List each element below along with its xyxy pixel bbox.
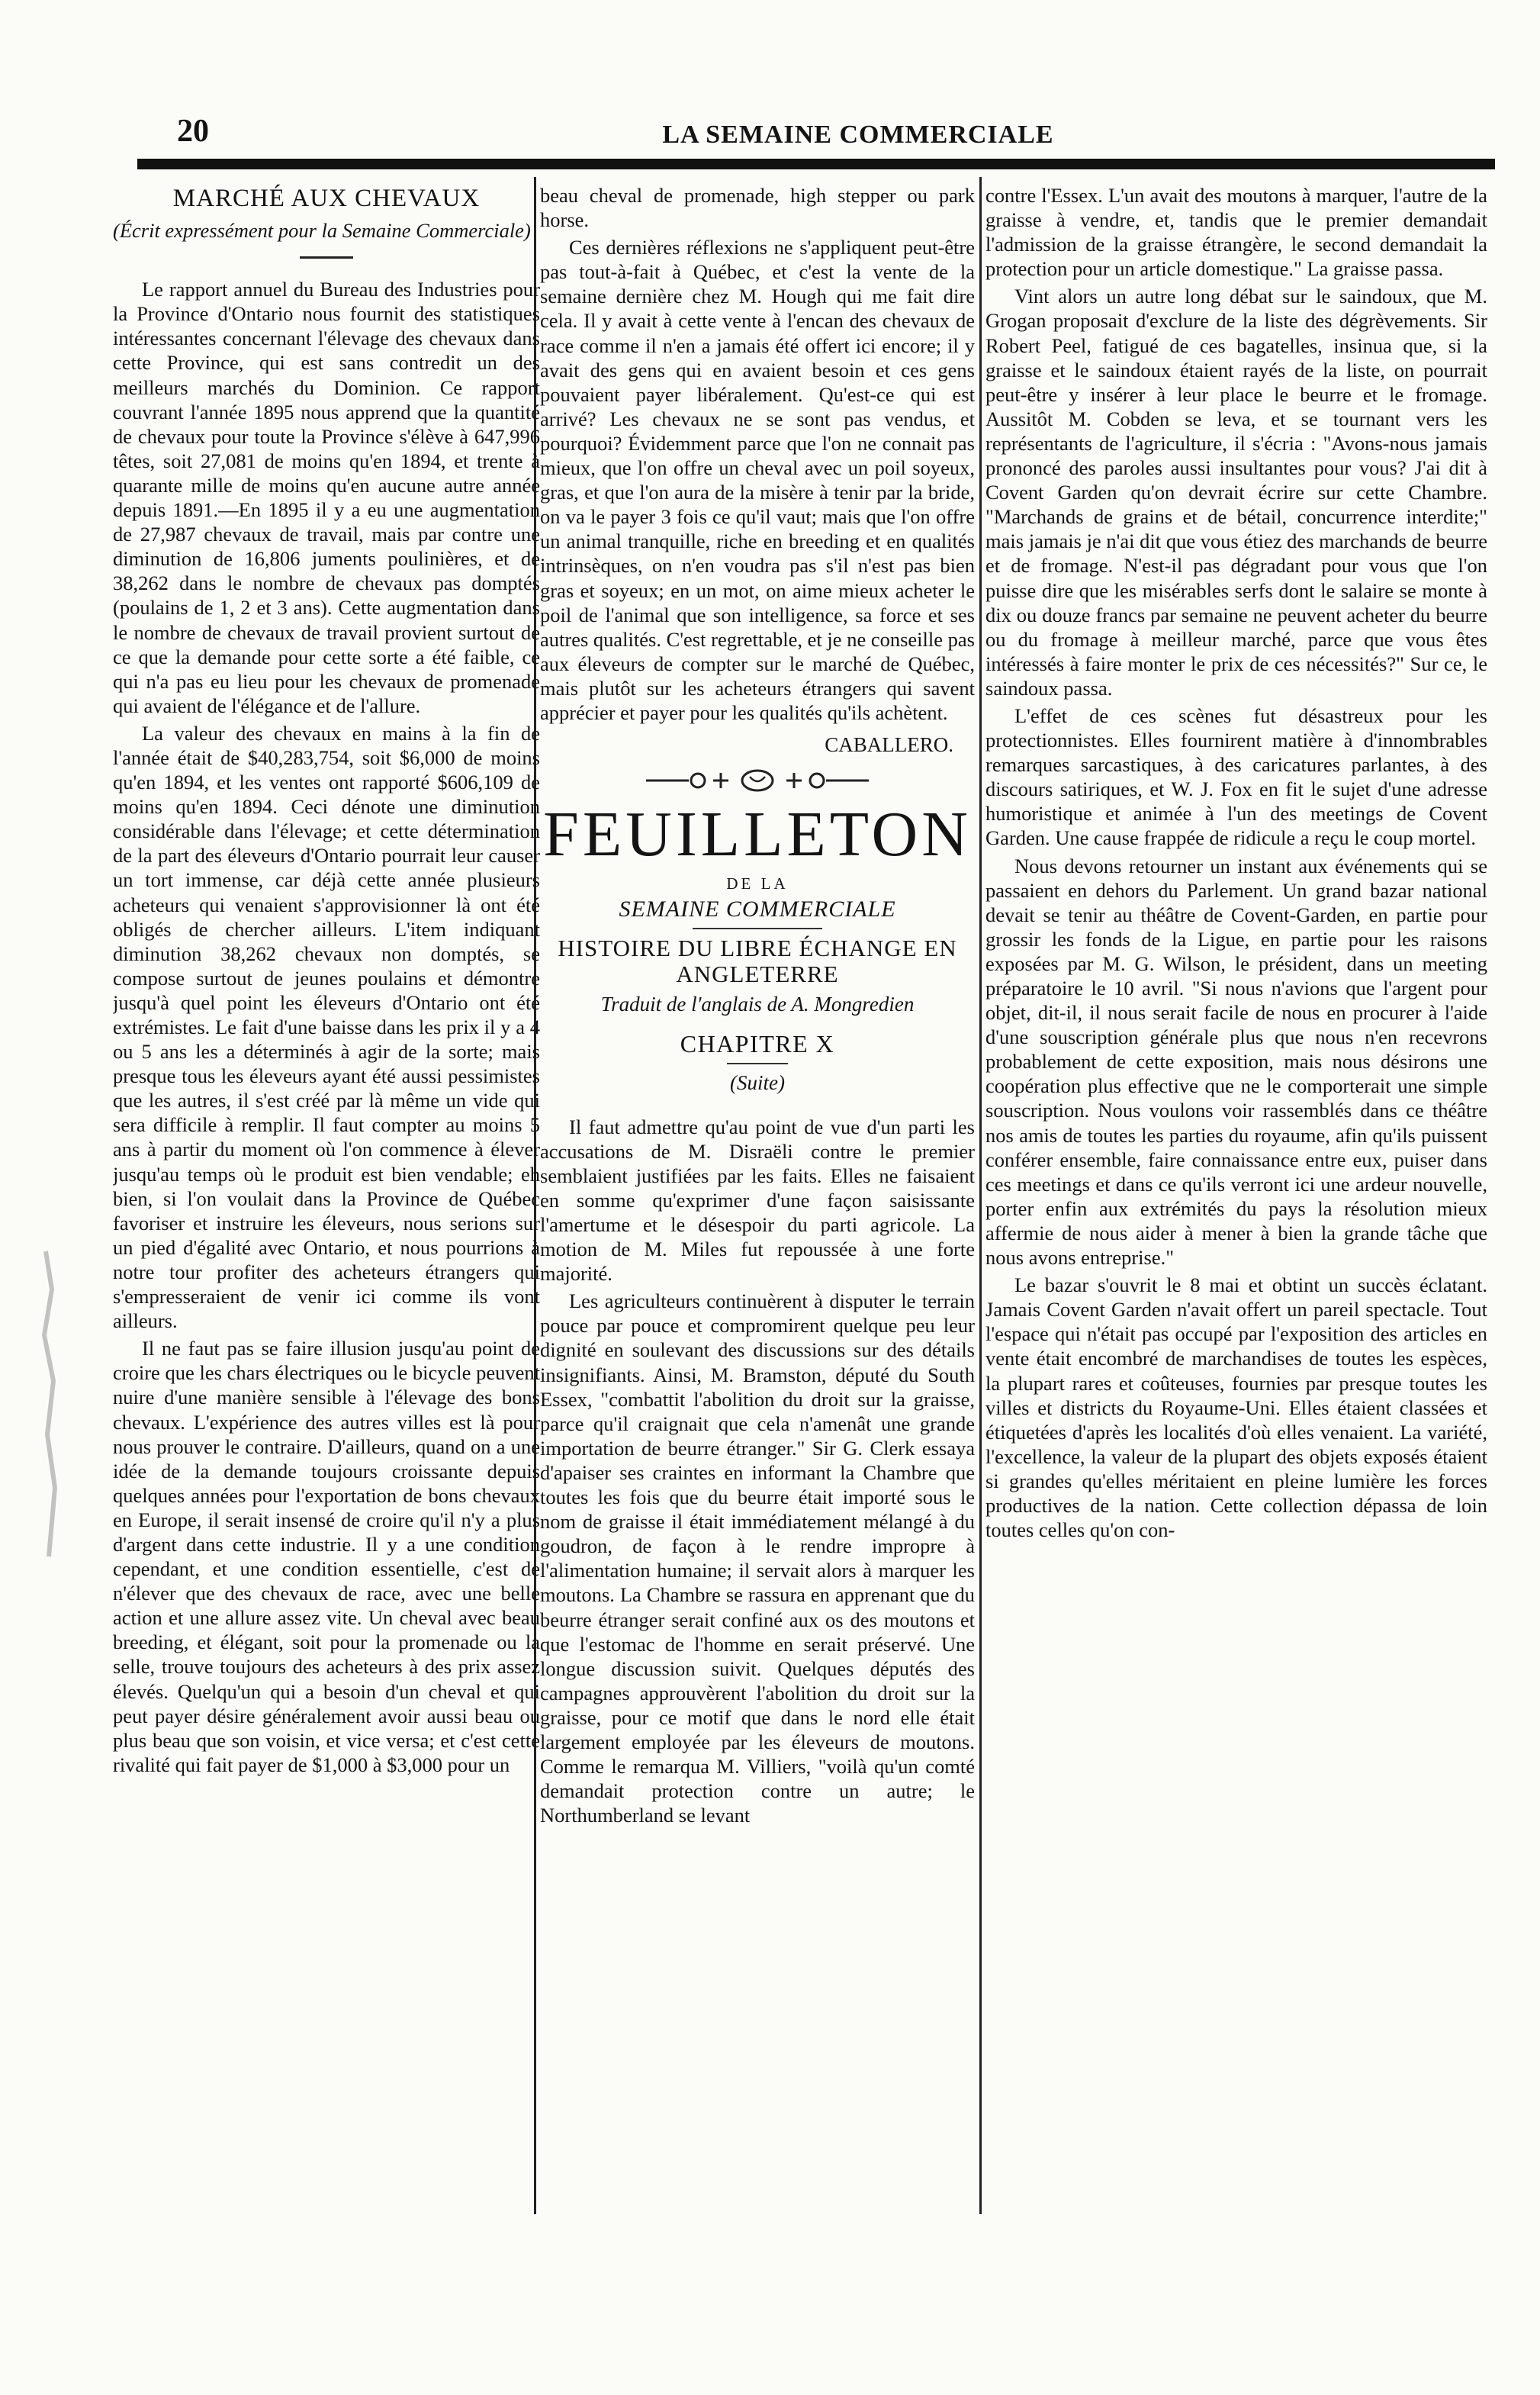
article-paragraph: La valeur des chevaux en mains à la fin de l'année était de $40,283,754, soit $6,000 de moins qu'en 1894, et les ventes ont rapporté $606,109 de moins qu'en 1894. Ceci dénote une diminution considérable dans l'élevage; et cette détermination de la part des éleveurs d'Ontario pourrait leur causer un tort immense, car déjà cette année plusieurs acheteurs qui venaient s'approvisionner là ont été obligés de chercher ailleurs. L'item indiquant diminution 38,262 chevaux non domptés, se compose surtout de jeunes poulains et démontre jusqu'à quel point les éleveurs d'Ontario ont été extrémistes. Le fait d'une baisse dans les prix il y a 4 ou 5 ans les a déterminés à agir de la sorte; mais presque tous les éleveurs ayant été aussi pessimistes que les autres, il s'est créé par là même un vide qui sera difficile à remplir. Il faut compter au moins 5 ans à partir du moment où l'on commence à élever jusqu'au temps où le produit est bien vendable; eh bien, si l'on voulait dans la Province de Québec favoriser et instruire les éleveurs, nous serions sur un pied d'égalité avec Ontario, et nous pourrions à notre tour profiter des acheteurs étrangers qui s'empresseraient de venir ici comme ils vont ailleurs.	[113, 721, 540, 1333]
feuilleton-de-la: DE LA	[726, 874, 789, 893]
running-head: LA SEMAINE COMMERCIALE	[662, 121, 1054, 149]
margin-stain-mark	[31, 1244, 76, 1564]
article-title: MARCHÉ AUX CHEVAUX	[172, 185, 481, 212]
column-1	[113, 183, 540, 2220]
feuilleton-title: FEUILLETON	[543, 799, 972, 871]
ornament-divider	[540, 768, 975, 794]
article-paragraph: Ces dernières réflexions ne s'appliquent peut-être pas tout-à-fait à Québec, et c'est la vente de la semaine dernière chez M. Hough qui me fait dire cela. Il y avait à cette vente à l'encan des chevaux de race comme il n'en a jamais été offert ici encore; il y avait des gens qui en avaient besoin et ces gens pouvaient payer libéralement. Qu'est-ce qui est arrivé? Les chevaux ne se sont pas vendus, et pourquoi? Évidemment parce que l'on ne connait pas mieux, que l'on offre un cheval avec un poil soyeux, gras, et que l'on aura de la misère à tenir par la bride, on va le payer 3 fois ce qu'il vaut; mais que l'on offre un animal tranquille, riche en breeding et en qualités intrinsèques, on n'en voudra pas s'il n'est pas bien gras et soyeux; en un mot, on aime mieux acheter le poil de l'animal que son intelligence, sa force et ses autres qualités. C'est regrettable, et je ne conseille pas aux éleveurs de compter sur le marché de Québec, mais plutôt sur les acheteurs étrangers qui savent apprécier et payer pour les qualités qu'ils achètent.	[540, 236, 975, 724]
article-paragraph: beau cheval de promenade, high stepper ou park horse.	[540, 184, 975, 232]
story-translator: Traduit de l'anglais de A. Mongredien	[600, 993, 915, 1016]
article-byline: (Écrit expressément pour la Semaine Commerciale)	[113, 219, 531, 243]
feuilleton-paragraph: Vint alors un autre long débat sur le saindoux, que M. Grogan proposait d'exclure de la liste des dégrèvements. Sir Robert Peel, fatigué de ces bagatelles, insinua que, si la graisse et le saindoux étaient rayés de la liste, on pourrait peut-être y insérer à leur place le beurre et le fromage. Aussitôt M. Cobden se leva, et se tournant vers les représentants de l'agriculture, il s'écria : "Avons-nous jamais prononcé des paroles aussi insultantes pour vous? J'ai dit à Covent Garden qu'on devrait écrire sur cette Chambre. "Marchands de grains et de bétail, concurrence interdite;" mais jamais je n'ai dit que vous étiez des marchands de beurre et de fromage. N'est-il pas dégradant pour vous que l'on puisse dire que les misérables serfs dont le salaire se monte à dix ou douze francs par semaine ne peuvent acheter du beurre ou du fromage à meilleur marché, parce que vous êtes intéressés à faire monter le prix de ces nécessités?" Sur ce, le saindoux passa.	[985, 285, 1487, 700]
chapter-rule	[727, 1063, 788, 1064]
chapter-suite: (Suite)	[730, 1070, 785, 1094]
ornament-icon	[643, 768, 872, 794]
column-divider	[979, 177, 982, 2214]
byline-rule	[300, 256, 353, 259]
article-paragraph: Le rapport annuel du Bureau des Industries pour la Province d'Ontario nous fournit des statistiques intéressantes concernant l'élevage des chevaux dans cette Province, qui est sans contredit un des meilleurs marchés du Dominion. Ce rapport couvrant l'année 1895 nous apprend que la quantité de chevaux pour toute la Province s'élève à 647,996 têtes, soit 27,081 de moins qu'en 1894, et trente à quarante mille de moins qu'en aucune autre année depuis 1891.—En 1895 il y a eu une augmentation de 27,987 chevaux de travail, mais par contre une diminution de 16,806 juments poulinières, et de 38,262 dans le nombre de chevaux pas domptés (poulains de 1, 2 et 3 ans). Cette augmentation dans le nombre de chevaux de travail provient surtout de ce que la demande pour cette sorte a été faible, ce qui n'a pas eu lieu pour les chevaux de promenade qui avaient de l'élégance et de l'allure.	[113, 278, 540, 717]
column-3	[985, 183, 1487, 2220]
column-2	[540, 183, 975, 2220]
feuilleton-paragraph: Il faut admettre qu'au point de vue d'un parti les accusations de M. Disraëli contre le premier semblaient justifiées par les faits. Elles ne faisaient en somme qu'exprimer d'une façon saisissante l'amertume et le désespoir du parti agricole. La motion de M. Miles fut repoussée à une forte majorité.	[540, 1115, 975, 1286]
feuilleton-paragraph: contre l'Essex. L'un avait des moutons à marquer, l'autre de la graisse à vendre, et, tandis que le premier demandait l'admission de la graisse étrangère, le second demandait la protection pour un article domestique." La graisse passa.	[985, 184, 1487, 281]
article-paragraph: Il ne faut pas se faire illusion jusqu'au point de croire que les chars électriques ou le bicycle peuvent nuire d'une manière sensible à l'élevage des bons chevaux. L'expérience des autres villes est là pour nous prouver le contraire. D'ailleurs, quand on a une idée de la demande toujours croissante depuis quelques années pour l'exportation de bons chevaux en Europe, il serait insensé de croire qu'il n'y a plus d'argent dans cette industrie. Il y a une condition cependant, et une condition essentielle, c'est de n'élever que des chevaux de race, avec une belle action et une allure assez vite. Un cheval avec beau breeding, et élégant, soit pour la promenade ou la selle, trouve toujours des acheteurs à des prix assez élevés. Quelqu'un qui a besoin d'un cheval et qui peut payer désire généralement avoir aussi beau ou plus beau que son voisin, et vice versa; et c'est cette rivalité qui fait payer de $1,000 à $3,000 pour un	[113, 1337, 540, 1776]
article-signature: CABALLERO.	[825, 733, 953, 757]
feuilleton-paragraph: Le bazar s'ouvrit le 8 mai et obtint un succès éclatant. Jamais Covent Garden n'avait offert un pareil spectacle. Tout l'espace qui n'était pas occupé par l'exposition des articles en vente était encombré de marchandises de toutes les espèces, la plupart rares et coûteuses, fournies par presque toutes les villes et districts du Royaume-Uni. Elles étaient classées et étiquetées d'après les localités d'où elles venaient. La variété, l'excellence, la valeur de la plupart des objets exposés étaient si grandes qu'elles méritaient en pleine lumière les forces productives de la nation. Cette collection dépassa de loin toutes celles qu'on con-	[985, 1273, 1487, 1542]
feuilleton-publication: SEMAINE COMMERCIALE	[619, 897, 896, 922]
chapter-heading: CHAPITRE X	[680, 1030, 835, 1058]
story-title: HISTOIRE DU LIBRE ÉCHANGE EN ANGLETERRE	[558, 935, 957, 988]
feuilleton-paragraph: L'effet de ces scènes fut désastreux pour les protectionnistes. Elles fournirent matière à d'innombrables remarques sarcastiques, à des caricatures parlantes, à des discours satiriques, et W. J. Fox en fit le sujet d'une adresse humoristique et animée à l'un des meetings de Covent Garden. Une cause frappée de ridicule a reçu le coup mortel.	[985, 703, 1487, 850]
feuilleton-paragraph: Les agriculteurs continuèrent à disputer le terrain pouce par pouce et compromirent quelque peu leur dignité en soulevant des discussions sur des détails insignifiants. Ainsi, M. Bramston, député du South Essex, "combattit l'abolition du droit sur la graisse, parce qu'il craignait que cela n'amenât une grande importation de beurre étranger." Sir G. Clerk essaya d'apaiser ses craintes en informant la Chambre que toutes les fois que du beurre était importé sous le nom de graisse il était immédiatement mélangé à du goudron, de façon à le rendre impropre à l'alimentation humaine; il servait alors à marquer les moutons. La Chambre se rassura en apprenant que du beurre étranger serait confiné aux os des moutons et que l'estomac de l'homme en serait préservé. Une longue discussion suivit. Quelques députés des campagnes approuvèrent l'abolition du droit sur la graisse, pour ce motif que dans le nord elle était largement employée par les éleveurs de moutons. Comme le remarqua M. Villiers, "voilà qu'un comté demandait protection contre un autre; le Northumberland se levant	[540, 1289, 975, 1827]
feuilleton-paragraph: Nous devons retourner un instant aux événements qui se passaient en dehors du Parlement. Un grand bazar national devait se tenir au théâtre de Covent-Garden, en partie pour grossir les fonds de la Ligue, en partie pour les raisons exposées par M. G. Wilson, le président, dans un meeting préparatoire le 10 avril. "Si nous n'avions que l'argent pour objet, dit-il, il nous serait facile de nous en procurer à l'aide d'une souscription générale plus que nous n'en recevrons probablement de cette exposition, mais nous désirons une coopération plus effective que ne le comporterait une simple souscription. Nous voulons voir rassemblés dans ce théâtre nos amis de toutes les parties du royaume, afin qu'ils puissent conférer ensemble, faire connaissance entre eux, puiser dans ces meetings et dans ce qu'ils verront ici une ardeur nouvelle, porter enfin aux extrémités du pays la résolution mieux affermie de nous aider à mener à bien la grande tâche que nous avons entreprise."	[985, 854, 1487, 1270]
header-rule	[137, 159, 1495, 169]
feuilleton-rule	[693, 928, 822, 929]
page-number: 20	[177, 114, 209, 149]
